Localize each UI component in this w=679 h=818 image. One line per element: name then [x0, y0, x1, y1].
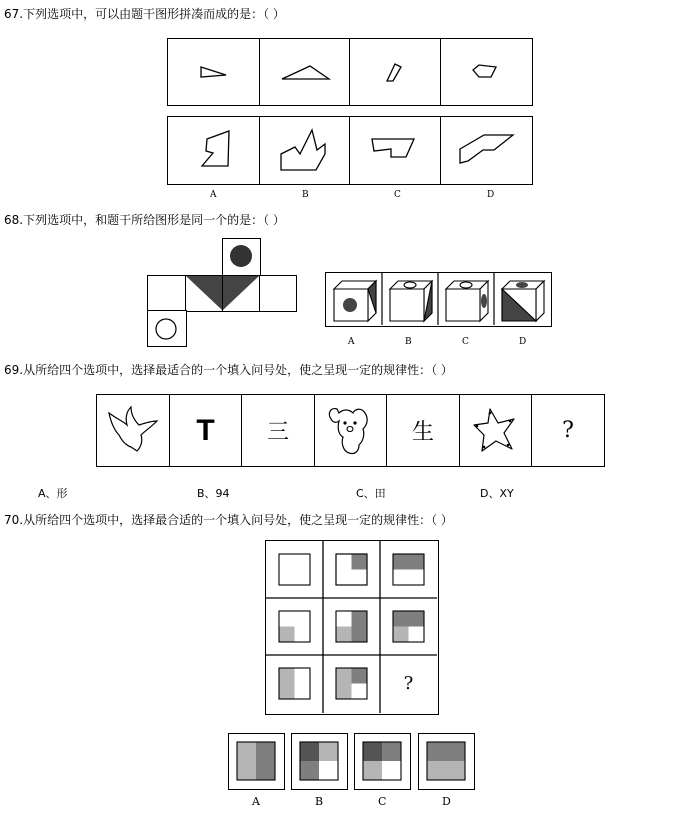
bird-icon: [97, 395, 168, 465]
q68-label-c: C: [462, 337, 469, 347]
triangle-half-icon: [186, 276, 222, 310]
pentagon-shape: [441, 39, 531, 104]
filled-circle-icon: [223, 239, 259, 274]
q70-label-d: D: [442, 795, 451, 808]
q69-cell-t: [169, 394, 243, 467]
q70-option-a[interactable]: [228, 733, 285, 790]
character-san: 三: [266, 420, 289, 445]
q70-label-b: B: [315, 795, 324, 808]
koala-icon: [315, 395, 386, 465]
matrix-r2c1: [279, 611, 310, 642]
q69-cell-san: [241, 394, 315, 467]
q68-label-d: D: [519, 337, 527, 347]
q69-option-a[interactable]: A、形: [38, 487, 68, 500]
option-d-shape: [441, 117, 531, 183]
q68-cubes: [326, 273, 550, 325]
option-d-pattern: [419, 734, 473, 788]
q67-stem-piece-2: [259, 38, 351, 106]
quadrilateral-shape: [350, 39, 439, 104]
open-circle-icon: [148, 311, 185, 345]
q70-option-d[interactable]: [418, 733, 475, 790]
q69-cell-sheng: [386, 394, 460, 467]
matrix-r3c2: [336, 668, 367, 699]
q67-option-d[interactable]: [440, 116, 533, 185]
q69-option-d[interactable]: D、XY: [480, 487, 514, 500]
triangle-shape: [260, 39, 349, 104]
matrix-r2c3: [393, 611, 424, 642]
cube-a: [334, 281, 376, 321]
cube-d: [502, 281, 544, 321]
q70-option-c[interactable]: [354, 733, 411, 790]
q67-stem-piece-1: [167, 38, 260, 106]
q70-label-a: A: [252, 795, 260, 808]
q67-label-b: B: [302, 190, 309, 200]
option-b-shape: [260, 117, 349, 183]
q70-matrix: [265, 540, 439, 715]
q70-option-b[interactable]: [291, 733, 348, 790]
q69-sequence-row: [96, 394, 605, 467]
cube-b: [390, 281, 432, 321]
q67-stem-piece-3: [349, 38, 441, 106]
q69-cell-star: [459, 394, 533, 467]
option-c-pattern: [355, 734, 409, 788]
option-b-pattern: [292, 734, 346, 788]
net-face-2: [185, 275, 224, 312]
character-sheng: 生: [411, 420, 434, 445]
q67-label-c: C: [394, 190, 401, 200]
q68-label-b: B: [405, 337, 412, 347]
q70-label-c: C: [378, 795, 387, 808]
q67-stem-piece-4: [440, 38, 533, 106]
net-face-4: [259, 275, 297, 312]
q67-options-row: [167, 116, 533, 185]
net-face-top: [222, 238, 261, 276]
q69-cell-question: [531, 394, 605, 467]
question-69-text: 69.从所给四个选项中，选择最适合的一个填入问号处，使之呈现一定的规律性：（ ）: [4, 363, 453, 377]
q69-cell-koala: [314, 394, 388, 467]
wedge-shape: [168, 39, 258, 104]
star-icon: [460, 395, 531, 465]
matrix-r3c1: [279, 668, 310, 699]
q69-option-c[interactable]: C、田: [356, 487, 386, 500]
net-face-bottom: [147, 310, 187, 347]
option-c-shape: [350, 117, 439, 183]
q67-label-a: A: [210, 190, 217, 200]
matrix-r1c1: [279, 554, 310, 585]
q68-label-a: A: [348, 337, 355, 347]
net-face-3: [222, 275, 261, 312]
question-68-text: 68.下列选项中，和题干所给图形是同一个的是：（ ）: [4, 213, 285, 227]
net-face-1: [147, 275, 187, 312]
matrix-r1c3: [393, 554, 424, 585]
option-a-shape: [168, 117, 258, 183]
matrix-r2c2: [336, 611, 367, 642]
triangle-half-icon: [223, 276, 259, 310]
option-a-pattern: [229, 734, 283, 788]
q69-cell-bird: [96, 394, 170, 467]
q67-option-b[interactable]: [259, 116, 351, 185]
matrix-r1c2: [336, 554, 367, 585]
matrix-question-mark: ?: [403, 673, 414, 694]
q69-option-b[interactable]: B、94: [197, 487, 230, 500]
cube-c: [446, 281, 488, 321]
q67-option-a[interactable]: [167, 116, 260, 185]
q68-options-frame: [325, 272, 552, 327]
letter-t: T: [196, 413, 215, 447]
question-67-text: 67.下列选项中，可以由题干图形拼凑而成的是：（ ）: [4, 7, 285, 21]
q67-option-c[interactable]: [349, 116, 441, 185]
question-mark: ?: [562, 418, 574, 443]
question-70-text: 70.从所给四个选项中，选择最合适的一个填入问号处，使之呈现一定的规律性：（ ）: [4, 513, 453, 527]
q67-stem-row: [167, 38, 533, 106]
q67-label-d: D: [487, 190, 495, 200]
